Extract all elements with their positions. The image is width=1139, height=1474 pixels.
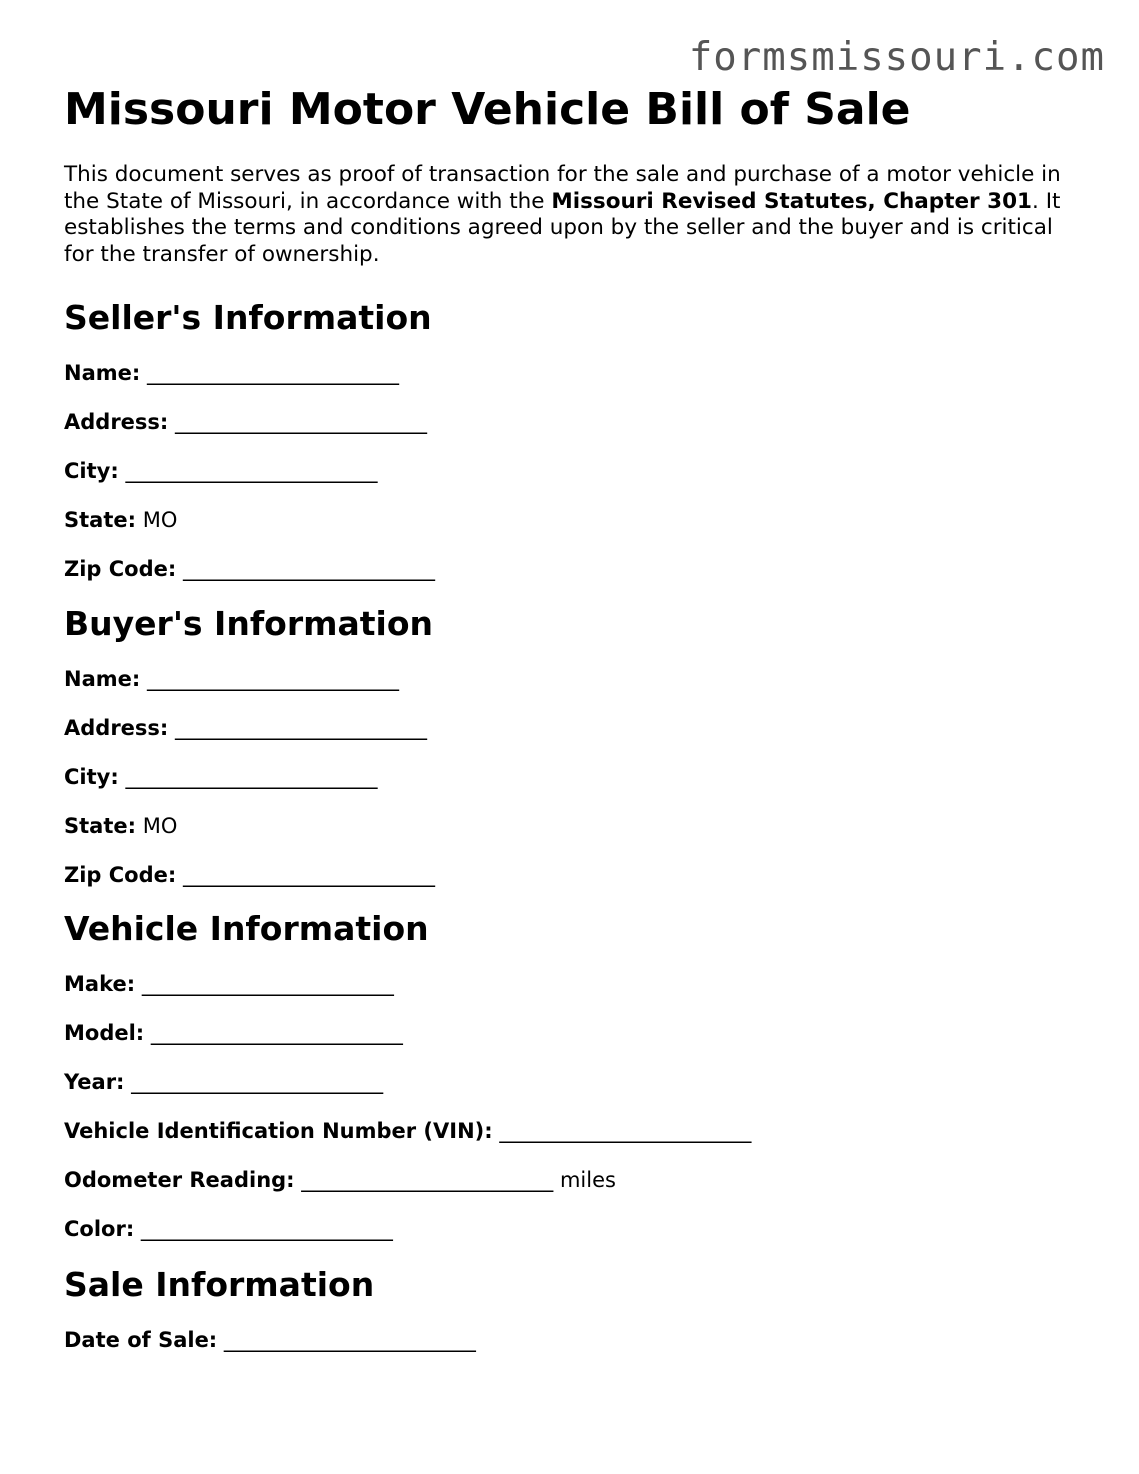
- buyer-section: [64, 604, 1084, 888]
- vehicle-make-blank[interactable]: ________________________: [141, 972, 394, 996]
- sale-date-label: Date of Sale:: [64, 1328, 218, 1352]
- seller-zip-blank[interactable]: ________________________: [182, 557, 435, 581]
- seller-name-label: Name:: [64, 361, 141, 385]
- sale-date-blank[interactable]: ________________________: [223, 1328, 476, 1352]
- intro-text-2: . It establishes the terms and conditions agreed upon by the seller and the buyer and is critical for the transfer of ownership.: [64, 188, 1061, 267]
- buyer-zip-blank[interactable]: ________________________: [182, 863, 435, 887]
- buyer-heading: Buyer's Information: [64, 604, 434, 643]
- document-title: Missouri Motor Vehicle Bill of Sale: [64, 84, 911, 135]
- vehicle-odometer-label: Odometer Reading:: [64, 1168, 295, 1192]
- seller-city-blank[interactable]: ________________________: [125, 459, 378, 483]
- vehicle-make-label: Make:: [64, 972, 136, 996]
- vehicle-odometer-blank[interactable]: ________________________: [301, 1168, 554, 1192]
- buyer-zip-label: Zip Code:: [64, 863, 177, 887]
- buyer-city-blank[interactable]: ________________________: [125, 765, 378, 789]
- buyer-city-label: City:: [64, 765, 119, 789]
- odometer-unit: miles: [559, 1168, 616, 1192]
- buyer-name-field[interactable]: [64, 666, 1084, 692]
- buyer-zip-field[interactable]: [64, 862, 1084, 888]
- seller-city-field[interactable]: [64, 458, 1084, 484]
- seller-city-label: City:: [64, 459, 119, 483]
- buyer-address-field[interactable]: [64, 715, 1084, 741]
- vehicle-make-field[interactable]: [64, 971, 1084, 997]
- vehicle-model-field[interactable]: [64, 1020, 1084, 1046]
- vehicle-year-label: Year:: [64, 1070, 125, 1094]
- sale-heading: Sale Information: [64, 1265, 375, 1304]
- vehicle-section: [64, 909, 1084, 1242]
- seller-state-label: State:: [64, 508, 137, 532]
- statute-reference: Missouri Revised Statutes, Chapter 301: [551, 188, 1033, 214]
- seller-name-blank[interactable]: ________________________: [146, 361, 399, 385]
- buyer-state-value: MO: [142, 814, 178, 838]
- site-watermark: formsmissouri.com: [688, 35, 1105, 80]
- intro-paragraph: [64, 162, 1084, 268]
- vehicle-vin-label: Vehicle Identification Number (VIN):: [64, 1119, 493, 1143]
- vehicle-odometer-field[interactable]: [64, 1167, 1084, 1193]
- buyer-city-field[interactable]: [64, 764, 1084, 790]
- vehicle-year-blank[interactable]: ________________________: [131, 1070, 384, 1094]
- bill-of-sale-document: [64, 84, 1084, 1353]
- seller-heading: Seller's Information: [64, 298, 432, 337]
- seller-zip-label: Zip Code:: [64, 557, 177, 581]
- seller-state-field: [64, 507, 1084, 533]
- buyer-address-label: Address:: [64, 716, 169, 740]
- sale-section: [64, 1265, 1084, 1353]
- buyer-state-field: [64, 813, 1084, 839]
- seller-section: [64, 298, 1084, 582]
- vehicle-color-blank[interactable]: ________________________: [140, 1217, 393, 1241]
- vehicle-model-label: Model:: [64, 1021, 145, 1045]
- vehicle-model-blank[interactable]: ________________________: [150, 1021, 403, 1045]
- sale-date-field[interactable]: [64, 1327, 1084, 1353]
- vehicle-color-field[interactable]: [64, 1216, 1084, 1242]
- vehicle-heading: Vehicle Information: [64, 909, 429, 948]
- seller-address-field[interactable]: [64, 409, 1084, 435]
- seller-zip-field[interactable]: [64, 556, 1084, 582]
- vehicle-color-label: Color:: [64, 1217, 135, 1241]
- vehicle-year-field[interactable]: [64, 1069, 1084, 1095]
- seller-address-blank[interactable]: ________________________: [175, 410, 428, 434]
- seller-state-value: MO: [142, 508, 178, 532]
- seller-name-field[interactable]: [64, 360, 1084, 386]
- buyer-name-blank[interactable]: ________________________: [146, 667, 399, 691]
- seller-address-label: Address:: [64, 410, 169, 434]
- intro-text-1: This document serves as proof of transaction for the sale and purchase of a motor vehicle in the State of Missouri, in accordance with the: [64, 162, 1061, 214]
- buyer-name-label: Name:: [64, 667, 141, 691]
- buyer-address-blank[interactable]: ________________________: [175, 716, 428, 740]
- vehicle-vin-blank[interactable]: ________________________: [499, 1119, 752, 1143]
- vehicle-vin-field[interactable]: [64, 1118, 1084, 1144]
- buyer-state-label: State:: [64, 814, 137, 838]
